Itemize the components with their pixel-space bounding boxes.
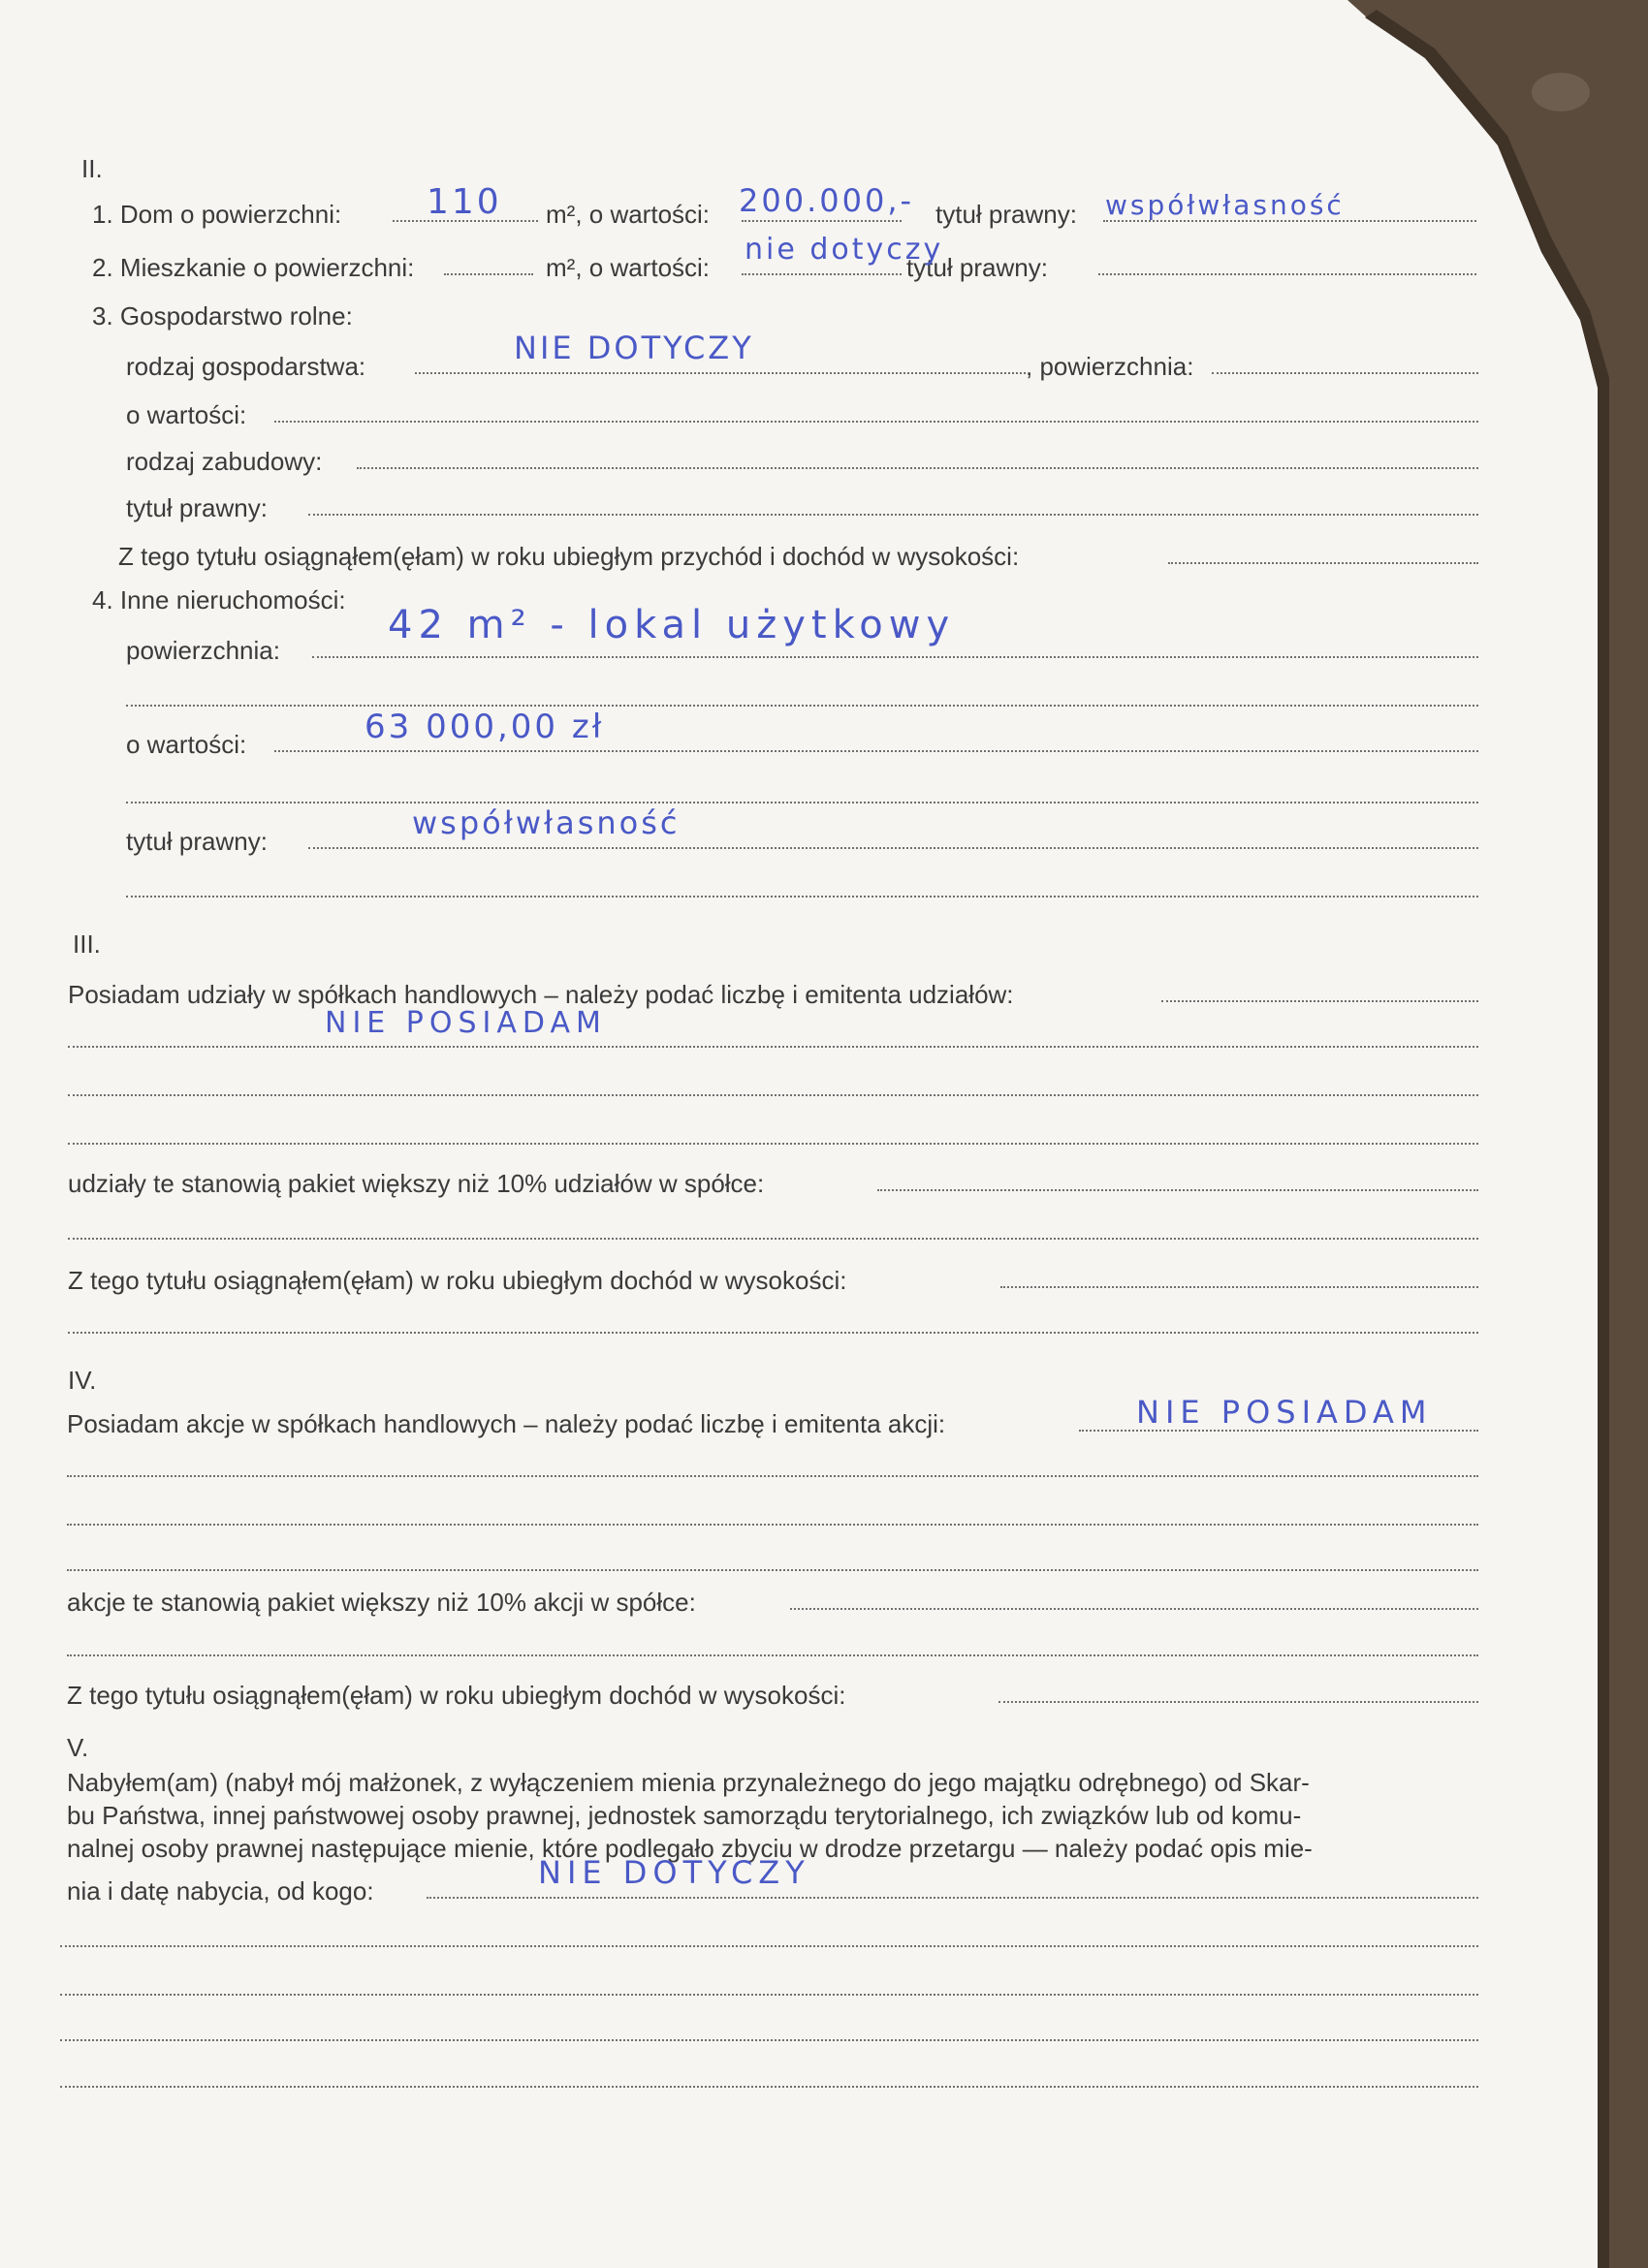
gospodarstwo-powierzchnia-field[interactable] xyxy=(1212,372,1478,374)
inne-powierzchnia-field-2[interactable] xyxy=(126,705,1478,707)
inne-wartosc-field[interactable] xyxy=(274,750,1478,752)
nabycie-field-3[interactable] xyxy=(60,1994,1478,1996)
dom-area-handwritten: 110 xyxy=(427,182,502,222)
akcje-label: Posiadam akcje w spółkach handlowych – należy podać liczbę i emitenta akcji: xyxy=(67,1409,946,1438)
udzialy-field-4[interactable] xyxy=(68,1143,1478,1145)
nabycie-row-5 xyxy=(0,2064,1648,2095)
powierzchnia-label: , powierzchnia: xyxy=(1026,352,1194,381)
inne-wartosc-handwritten: 63 000,00 zł xyxy=(364,708,605,746)
gospodarstwo-dochod-field[interactable] xyxy=(1168,562,1478,564)
akcje-pakiet-row xyxy=(0,1587,1648,1618)
inne-tytul-field-2[interactable] xyxy=(126,896,1478,898)
inne-label: 4. Inne nieruchomości: xyxy=(92,585,346,614)
dom-title-label: tytuł prawny: xyxy=(935,200,1077,229)
nabycie-field[interactable] xyxy=(427,1897,1478,1899)
dom-value-field[interactable] xyxy=(742,220,902,222)
udzialy-dochod-field-2[interactable] xyxy=(68,1332,1478,1334)
inne-tytul-label: tytuł prawny: xyxy=(126,827,268,856)
udzialy-pakiet-field[interactable] xyxy=(877,1189,1478,1191)
nabycie-field-4[interactable] xyxy=(60,2039,1478,2041)
inne-wartosc-label: o wartości: xyxy=(126,730,247,759)
gospodarstwo-heading xyxy=(0,300,1648,331)
udzialy-field-2[interactable] xyxy=(68,1046,1478,1048)
gospodarstwo-tytul-row xyxy=(0,492,1648,523)
udzialy-field[interactable] xyxy=(1161,1000,1478,1002)
udzialy-pakiet-row-2 xyxy=(0,1216,1648,1247)
dom-label: 1. Dom o powierzchni: xyxy=(92,200,342,229)
akcje-row-2 xyxy=(0,1454,1648,1485)
udzialy-dochod-row xyxy=(0,1265,1648,1296)
udzialy-row-4 xyxy=(0,1121,1648,1152)
udzialy-pakiet-field-2[interactable] xyxy=(68,1238,1478,1240)
gospodarstwo-tytul-label: tytuł prawny: xyxy=(126,493,268,522)
rodzaj-gospodarstwa-field[interactable] xyxy=(415,372,1026,374)
nabycie-field-5[interactable] xyxy=(60,2086,1478,2088)
dom-title-handwritten: współwłasność xyxy=(1105,189,1345,221)
udzialy-row-3 xyxy=(0,1073,1648,1104)
gospodarstwo-wartosc-field[interactable] xyxy=(274,421,1478,423)
nabycie-label: nia i datę nabycia, od kogo: xyxy=(67,1876,374,1906)
section-v-line-1: Nabyłem(am) (nabył mój małżonek, z wyłączeniem mienia przynależnego do jego majątku odrębnego) od Skar- xyxy=(67,1768,1310,1797)
inne-tytul-row-2 xyxy=(0,874,1648,905)
mieszkanie-area-unit: m², o wartości: xyxy=(546,253,711,282)
mieszkanie-area-field[interactable] xyxy=(444,273,533,275)
udzialy-pakiet-row xyxy=(0,1168,1648,1199)
section-ii-numeral: II. xyxy=(81,154,103,183)
akcje-field-2[interactable] xyxy=(67,1475,1478,1477)
gospodarstwo-dochod-row xyxy=(0,541,1648,572)
akcje-pakiet-field-2[interactable] xyxy=(67,1654,1478,1656)
inne-wartosc-field-2[interactable] xyxy=(126,802,1478,803)
rodzaj-gospodarstwa-label: rodzaj gospodarstwa: xyxy=(126,352,366,381)
nabycie-field-2[interactable] xyxy=(60,1945,1478,1947)
nabycie-row-2 xyxy=(0,1924,1648,1955)
inne-wartosc-row xyxy=(0,729,1648,760)
nabycie-row-3 xyxy=(0,1972,1648,2003)
zabudowa-label: rodzaj zabudowy: xyxy=(126,447,323,476)
dom-value-handwritten: 200.000,- xyxy=(739,182,915,219)
mieszkanie-value-field[interactable] xyxy=(742,273,902,275)
nabycie-handwritten: NIE DOTYCZY xyxy=(538,1854,810,1891)
inne-tytul-field[interactable] xyxy=(308,847,1478,849)
inne-powierzchnia-label: powierzchnia: xyxy=(126,636,280,665)
gospodarstwo-tytul-field[interactable] xyxy=(308,514,1478,516)
section-v-line-2: bu Państwa, innej państwowej osoby prawnej, jednostek samorządu terytorialnego, ich związków lub od komu- xyxy=(67,1801,1302,1830)
dom-area-unit: m², o wartości: xyxy=(546,200,711,229)
inne-powierzchnia-row-2 xyxy=(0,683,1648,714)
nabycie-row xyxy=(0,1875,1648,1906)
rodzaj-gospodarstwa-row xyxy=(0,351,1648,382)
udzialy-row-2 xyxy=(0,1024,1648,1055)
gospodarstwo-wartosc-label: o wartości: xyxy=(126,400,247,429)
inne-tytul-handwritten: współwłasność xyxy=(412,804,681,841)
akcje-dochod-label: Z tego tytułu osiągnąłem(ęłam) w roku ubiegłym dochód w wysokości: xyxy=(67,1681,846,1710)
akcje-pakiet-row-2 xyxy=(0,1633,1648,1664)
akcje-row-4 xyxy=(0,1548,1648,1579)
mieszkanie-label: 2. Mieszkanie o powierzchni: xyxy=(92,253,415,282)
inne-tytul-row xyxy=(0,826,1648,857)
akcje-pakiet-field[interactable] xyxy=(790,1608,1478,1610)
mieszkanie-value-handwritten: nie dotyczy xyxy=(745,233,944,267)
udzialy-dochod-field[interactable] xyxy=(1000,1286,1478,1288)
akcje-dochod-row xyxy=(0,1680,1648,1711)
section-v-numeral: V. xyxy=(67,1733,89,1762)
mieszkanie-title-label: tytuł prawny: xyxy=(906,253,1048,282)
zabudowa-row xyxy=(0,446,1648,477)
udzialy-handwritten: NIE POSIADAM xyxy=(325,1006,607,1040)
akcje-row-3 xyxy=(0,1502,1648,1533)
inne-powierzchnia-field[interactable] xyxy=(312,656,1478,658)
gospodarstwo-label: 3. Gospodarstwo rolne: xyxy=(92,301,353,331)
nabycie-row-4 xyxy=(0,2018,1648,2049)
section-iv-numeral: IV. xyxy=(68,1366,97,1395)
akcje-field-3[interactable] xyxy=(67,1524,1478,1526)
udzialy-dochod-row-2 xyxy=(0,1310,1648,1341)
udzialy-pakiet-label: udziały te stanowią pakiet większy niż 10% udziałów w spółce: xyxy=(68,1169,765,1198)
akcje-dochod-field[interactable] xyxy=(998,1701,1478,1703)
udzialy-field-3[interactable] xyxy=(68,1094,1478,1096)
section-iii-numeral: III. xyxy=(73,929,101,959)
udzialy-label: Posiadam udziały w spółkach handlowych – należy podać liczbę i emitenta udziałów: xyxy=(68,980,1014,1009)
gospodarstwo-wartosc-row xyxy=(0,399,1648,430)
udzialy-dochod-label: Z tego tytułu osiągnąłem(ęłam) w roku ubiegłym dochód w wysokości: xyxy=(68,1266,847,1295)
inne-wartosc-row-2 xyxy=(0,780,1648,811)
udzialy-row xyxy=(0,979,1648,1010)
rodzaj-gospodarstwa-handwritten: NIE DOTYCZY xyxy=(514,330,754,366)
gospodarstwo-dochod-label: Z tego tytułu osiągnąłem(ęłam) w roku ubiegłym przychód i dochód w wysokości: xyxy=(118,542,1020,571)
zabudowa-field[interactable] xyxy=(357,467,1478,469)
akcje-pakiet-label: akcje te stanowią pakiet większy niż 10% akcji w spółce: xyxy=(67,1588,696,1617)
akcje-field-4[interactable] xyxy=(67,1569,1478,1571)
section-v-line-3: nalnej osoby prawnej następujące mienie, które podlegało zbyciu w drodze przetargu — należy podać opis mie- xyxy=(67,1834,1313,1863)
inne-powierzchnia-handwritten: 42 m² - lokal użytkowy xyxy=(388,603,956,647)
akcje-handwritten: NIE POSIADAM xyxy=(1136,1394,1433,1431)
mieszkanie-title-field[interactable] xyxy=(1098,273,1476,275)
section-v-paragraph xyxy=(67,1766,1473,1865)
